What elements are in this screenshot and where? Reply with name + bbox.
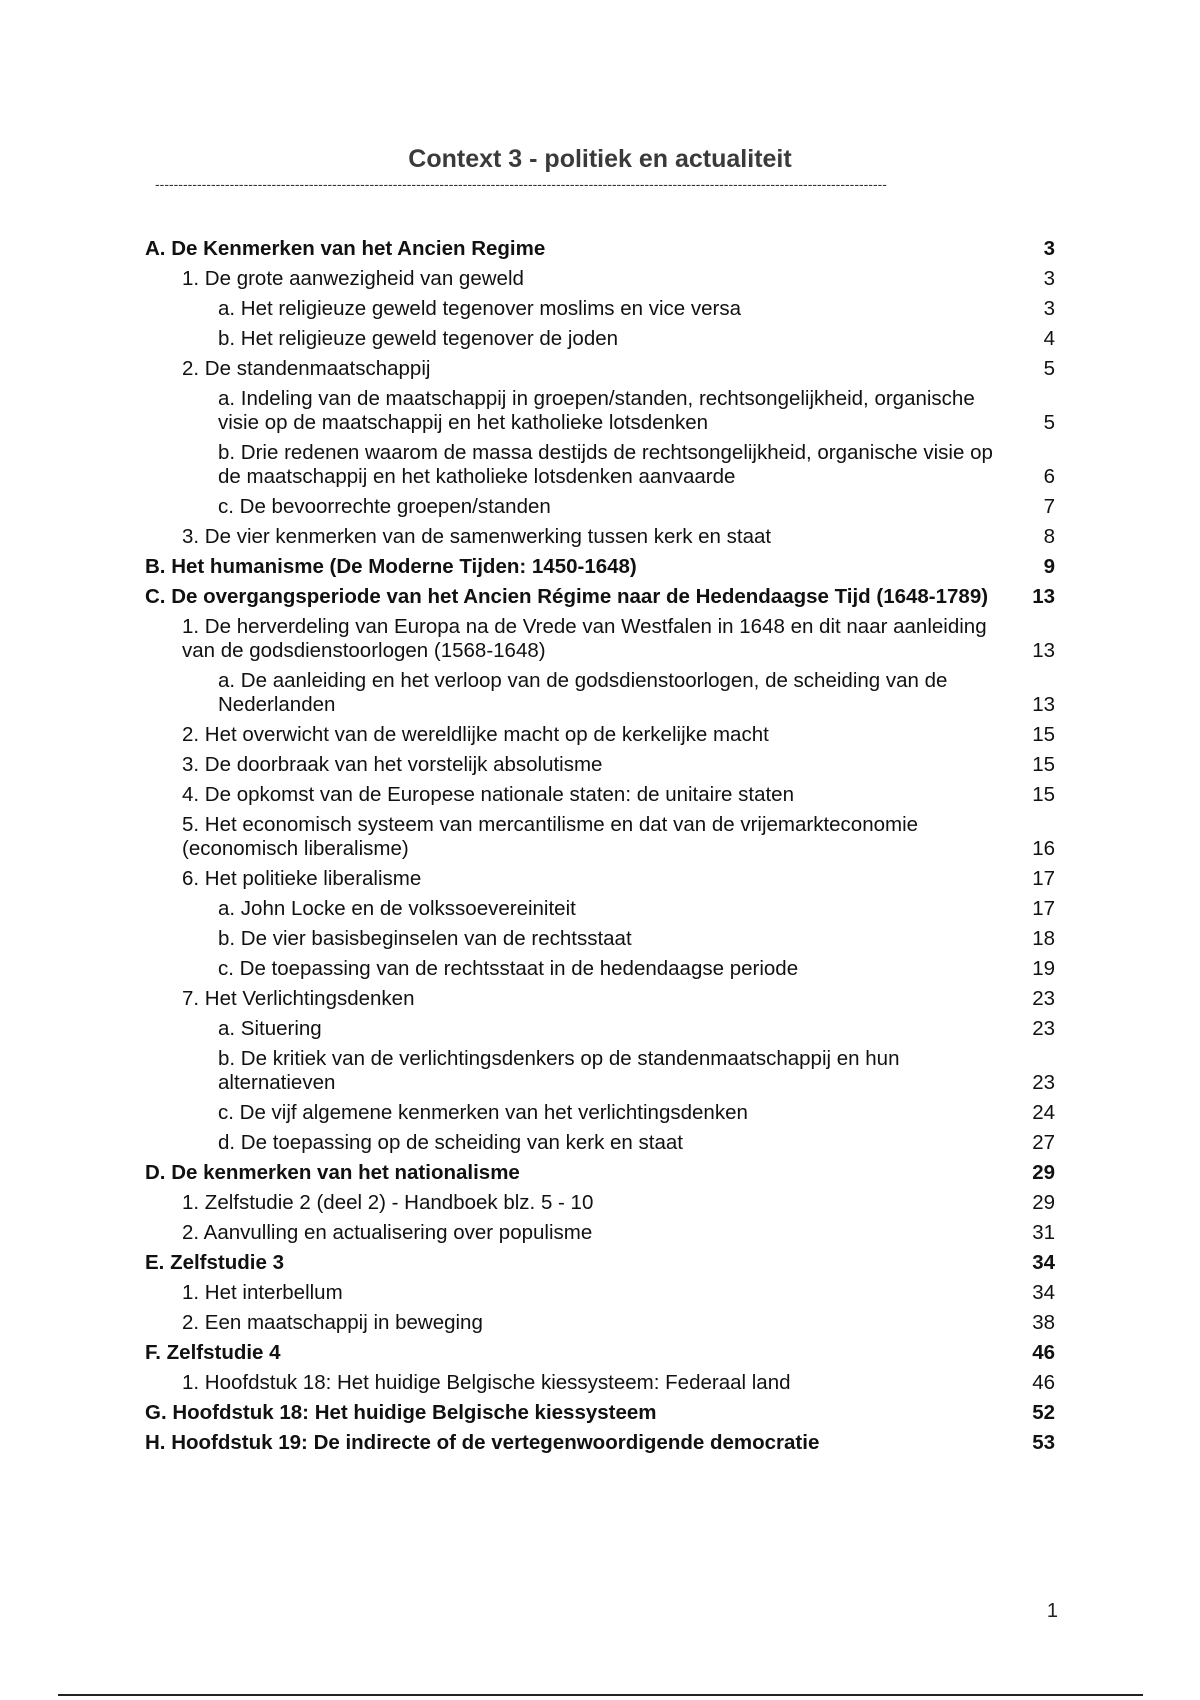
toc-entry [145, 924, 1055, 954]
toc-entry-title: a. John Locke en de volkssoevereiniteit [218, 897, 576, 920]
toc-entry [145, 1248, 1055, 1278]
toc-entry-title: 1. De herverdeling van Europa na de Vrede van Westfalen in 1648 en dit naar aanleiding van de godsdienstoorlogen (1568-1648) [182, 615, 987, 662]
toc-entry [145, 864, 1055, 894]
toc-entry [145, 1338, 1055, 1368]
table-of-contents [145, 234, 1055, 1458]
toc-entry-title: E. Zelfstudie 3 [145, 1251, 284, 1274]
toc-entry-page: 46 [1032, 1341, 1055, 1364]
page-title: Context 3 - politiek en actualiteit [408, 145, 792, 173]
toc-entry-title: 1. Hoofdstuk 18: Het huidige Belgische kiessysteem: Federaal land [182, 1371, 791, 1394]
toc-entry-title: 7. Het Verlichtingsdenken [182, 987, 415, 1010]
toc-entry-page: 4 [1043, 327, 1055, 350]
toc-entry-title: D. De kenmerken van het nationalisme [145, 1161, 520, 1184]
toc-entry [145, 894, 1055, 924]
toc-entry-title: c. De bevoorrechte groepen/standen [218, 495, 551, 518]
toc-entry-title: a. Indeling van de maatschappij in groepen/standen, rechtsongelijkheid, organische visie op de maatschappij en het katholieke lotsdenken [218, 387, 975, 434]
page-number: 1 [1046, 1600, 1058, 1622]
footer-divider [58, 1694, 1143, 1696]
toc-entry [145, 750, 1055, 780]
toc-entry [145, 438, 1055, 492]
toc-entry-page: 15 [1032, 783, 1055, 806]
toc-entry [145, 1044, 1055, 1098]
toc-entry [145, 810, 1055, 864]
toc-entry [145, 234, 1055, 264]
toc-entry-page: 34 [1032, 1251, 1055, 1274]
toc-entry [145, 1278, 1055, 1308]
toc-entry-page: 34 [1032, 1281, 1055, 1304]
toc-entry-title: 2. Een maatschappij in beweging [182, 1311, 483, 1334]
toc-entry [145, 954, 1055, 984]
toc-entry-page: 17 [1032, 897, 1055, 920]
toc-entry [145, 264, 1055, 294]
toc-entry-page: 29 [1032, 1191, 1055, 1214]
toc-entry-page: 8 [1043, 525, 1055, 548]
toc-entry-page: 16 [1032, 837, 1055, 860]
toc-entry-title: G. Hoofdstuk 18: Het huidige Belgische kiessysteem [145, 1401, 657, 1424]
toc-entry-page: 13 [1032, 639, 1055, 662]
toc-entry-page: 17 [1032, 867, 1055, 890]
toc-entry-page: 38 [1032, 1311, 1055, 1334]
toc-entry [145, 492, 1055, 522]
toc-entry-page: 5 [1043, 411, 1055, 434]
toc-entry-title: 6. Het politieke liberalisme [182, 867, 422, 890]
toc-entry [145, 1128, 1055, 1158]
toc-entry-page: 7 [1043, 495, 1055, 518]
toc-entry [145, 1308, 1055, 1338]
toc-entry-page: 13 [1032, 585, 1055, 608]
toc-entry [145, 984, 1055, 1014]
toc-entry-title: b. Drie redenen waarom de massa destijds de rechtsongelijkheid, organische visie op de maatschappij en het katholieke lotsdenken aanvaarde [218, 441, 993, 488]
toc-entry-title: 2. De standenmaatschappij [182, 357, 431, 380]
toc-entry-page: 18 [1032, 927, 1055, 950]
toc-entry-page: 29 [1032, 1161, 1055, 1184]
toc-entry [145, 1368, 1055, 1398]
toc-entry [145, 1398, 1055, 1428]
toc-entry-page: 3 [1043, 237, 1055, 260]
toc-entry [145, 294, 1055, 324]
toc-entry [145, 612, 1055, 666]
toc-entry-title: a. Situering [218, 1017, 322, 1040]
toc-entry-title: 1. De grote aanwezigheid van geweld [182, 267, 524, 290]
toc-entry-title: c. De vijf algemene kenmerken van het verlichtingsdenken [218, 1101, 748, 1124]
toc-entry-page: 23 [1032, 1017, 1055, 1040]
toc-entry-page: 19 [1032, 957, 1055, 980]
toc-entry-page: 9 [1043, 555, 1055, 578]
toc-entry-page: 53 [1032, 1431, 1055, 1454]
toc-entry [145, 324, 1055, 354]
toc-entry [145, 1158, 1055, 1188]
toc-entry-title: 4. De opkomst van de Europese nationale staten: de unitaire staten [182, 783, 794, 806]
toc-entry-page: 13 [1032, 693, 1055, 716]
toc-entry-title: d. De toepassing op de scheiding van kerk en staat [218, 1131, 683, 1154]
toc-entry [145, 582, 1055, 612]
toc-entry [145, 354, 1055, 384]
toc-entry-page: 23 [1032, 1071, 1055, 1094]
toc-entry-title: b. De vier basisbeginselen van de rechtsstaat [218, 927, 632, 950]
toc-entry-title: C. De overgangsperiode van het Ancien Régime naar de Hedendaagse Tijd (1648-1789) [145, 585, 989, 608]
toc-entry [145, 666, 1055, 720]
toc-entry [145, 780, 1055, 810]
toc-entry [145, 1188, 1055, 1218]
toc-entry [145, 1014, 1055, 1044]
toc-entry-title: F. Zelfstudie 4 [145, 1341, 281, 1364]
title-dashed-rule: ------------------------------------------------------------------------------------------------------------------------------------------------------------- [155, 176, 887, 192]
toc-entry-title: a. Het religieuze geweld tegenover moslims en vice versa [218, 297, 742, 320]
toc-entry-page: 5 [1043, 357, 1055, 380]
toc-entry-title: c. De toepassing van de rechtsstaat in de hedendaagse periode [218, 957, 799, 980]
toc-entry-page: 23 [1032, 987, 1055, 1010]
toc-entry-title: 1. Zelfstudie 2 (deel 2) - Handboek blz. 5 - 10 [182, 1191, 594, 1214]
toc-entry-title: b. De kritiek van de verlichtingsdenkers op de standenmaatschappij en hun alternatieven [218, 1047, 900, 1094]
toc-entry-title: 3. De doorbraak van het vorstelijk absolutisme [182, 753, 603, 776]
toc-entry-title: 1. Het interbellum [182, 1281, 343, 1304]
toc-entry-title: B. Het humanisme (De Moderne Tijden: 1450-1648) [145, 555, 637, 578]
toc-entry [145, 720, 1055, 750]
toc-entry-page: 31 [1032, 1221, 1055, 1244]
toc-entry-page: 24 [1032, 1101, 1055, 1124]
toc-entry [145, 1098, 1055, 1128]
toc-entry-title: A. De Kenmerken van het Ancien Regime [145, 237, 546, 260]
toc-entry-title: 2. Het overwicht van de wereldlijke macht op de kerkelijke macht [182, 723, 769, 746]
toc-entry-title: 2. Aanvulling en actualisering over populisme [182, 1221, 593, 1244]
toc-entry-title: H. Hoofdstuk 19: De indirecte of de vertegenwoordigende democratie [145, 1431, 820, 1454]
toc-entry [145, 552, 1055, 582]
toc-entry-page: 3 [1043, 267, 1055, 290]
toc-entry [145, 1428, 1055, 1458]
toc-entry-page: 52 [1032, 1401, 1055, 1424]
toc-entry-title: a. De aanleiding en het verloop van de godsdienstoorlogen, de scheiding van de Nederlanden [218, 669, 948, 716]
toc-entry-title: b. Het religieuze geweld tegenover de joden [218, 327, 619, 350]
toc-entry-page: 27 [1032, 1131, 1055, 1154]
toc-entry [145, 522, 1055, 552]
toc-entry [145, 1218, 1055, 1248]
toc-entry-page: 46 [1032, 1371, 1055, 1394]
toc-entry-page: 6 [1043, 465, 1055, 488]
toc-entry-page: 15 [1032, 753, 1055, 776]
toc-entry-page: 3 [1043, 297, 1055, 320]
toc-entry-title: 5. Het economisch systeem van mercantilisme en dat van de vrijemarkteconomie (economisch liberalisme) [182, 813, 919, 860]
toc-entry-page: 15 [1032, 723, 1055, 746]
toc-entry [145, 384, 1055, 438]
toc-entry-title: 3. De vier kenmerken van de samenwerking tussen kerk en staat [182, 525, 772, 548]
